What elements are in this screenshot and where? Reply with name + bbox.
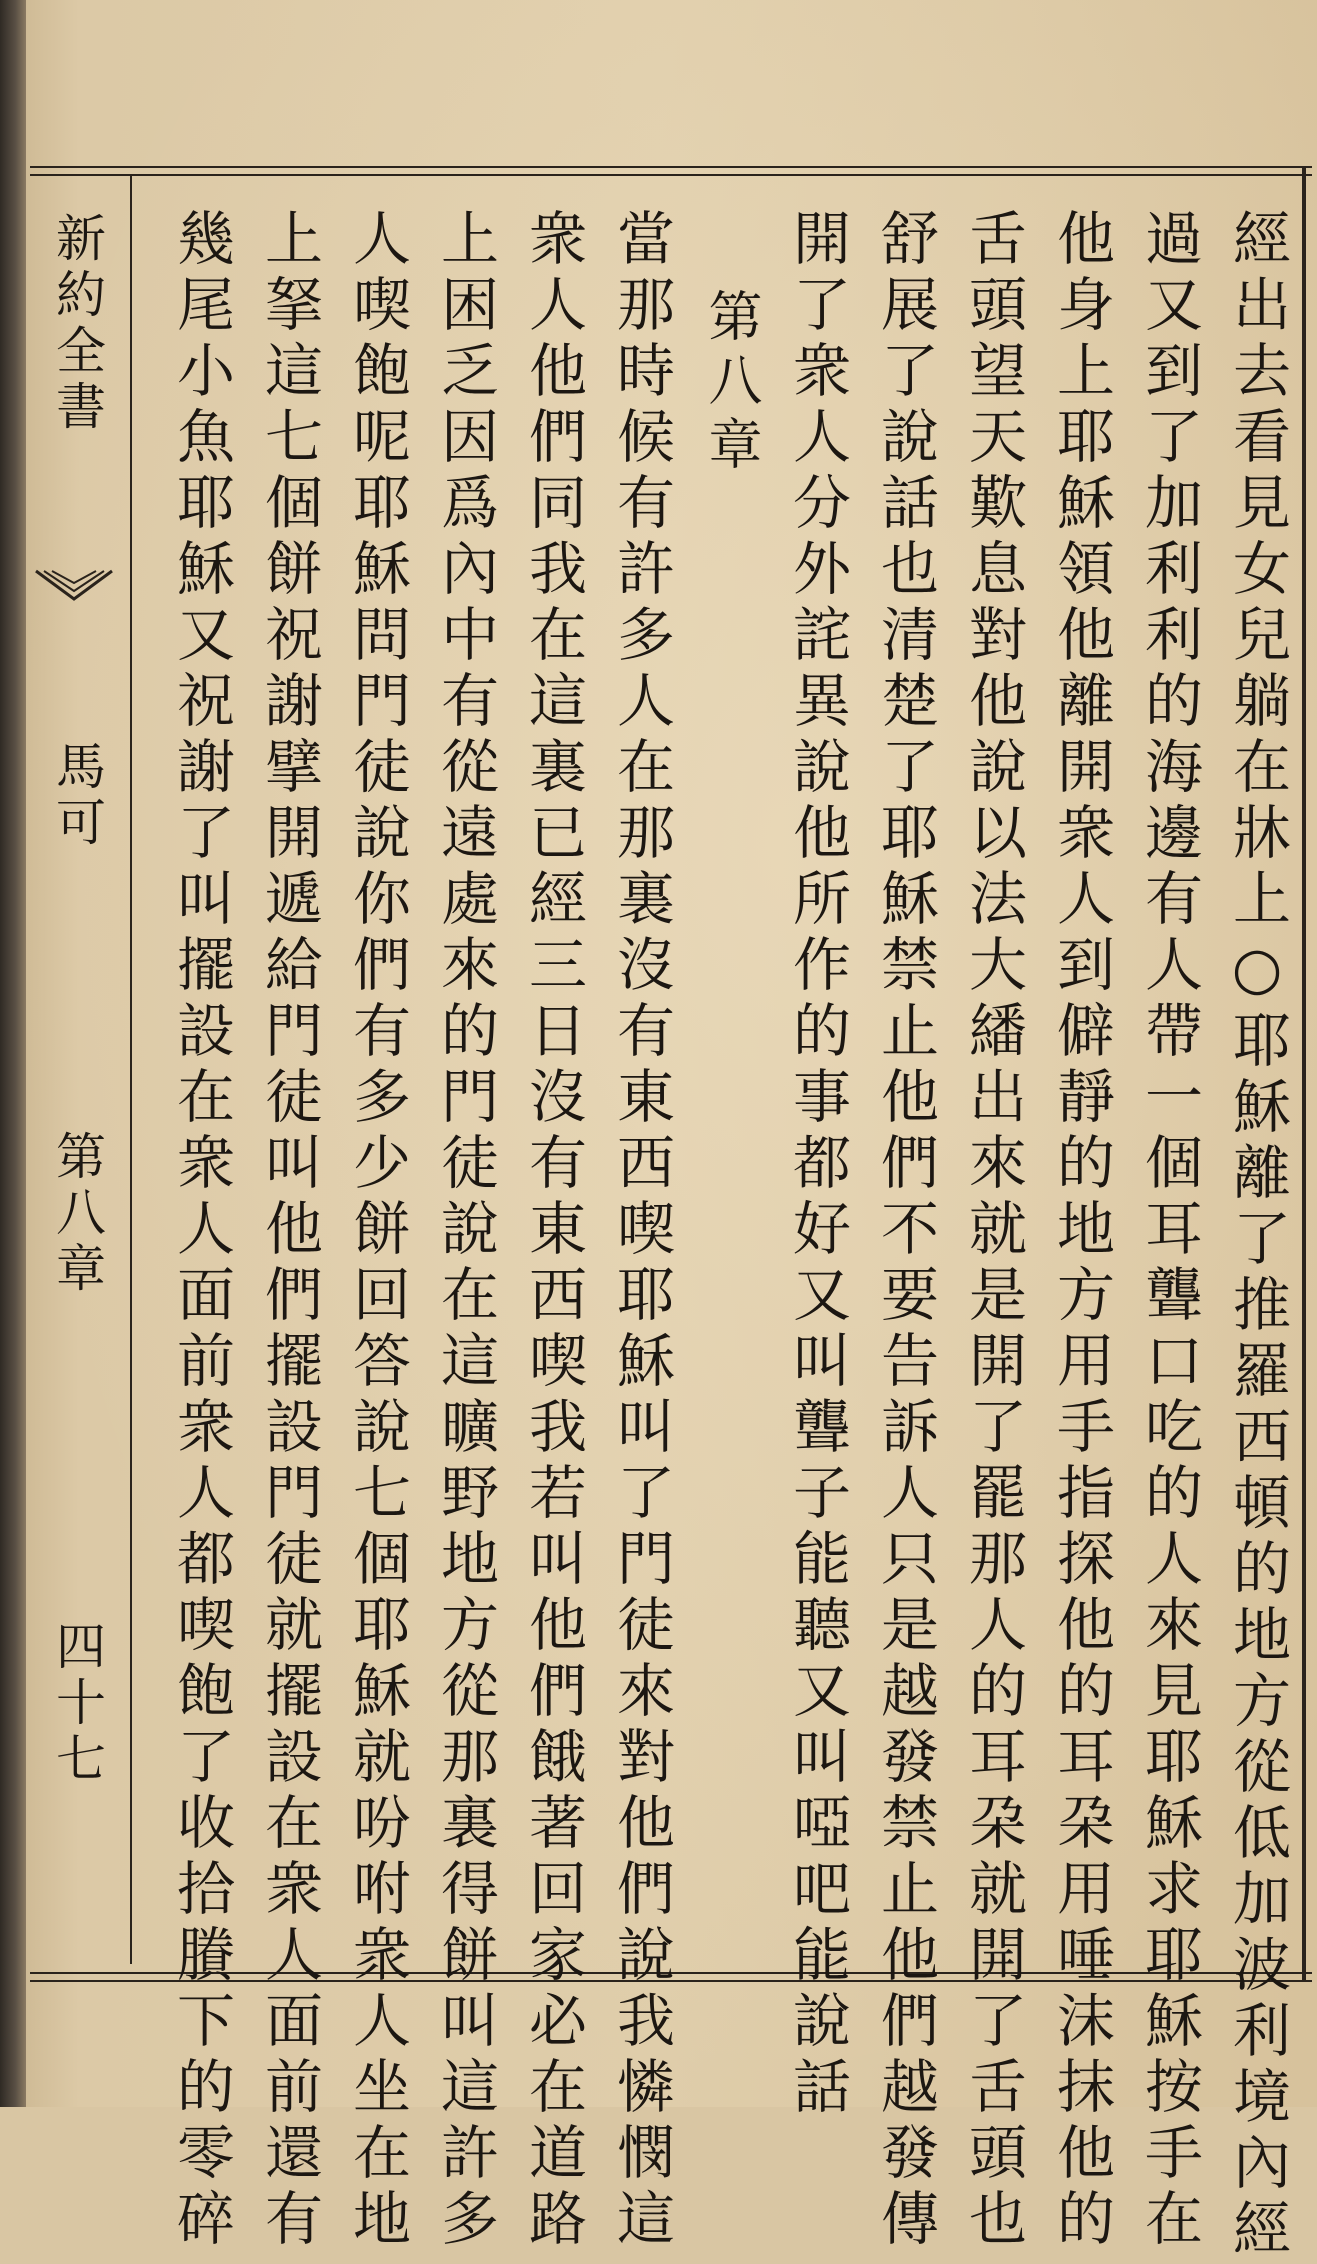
text-column: 幾尾小魚耶穌又祝謝了叫擺設在衆人面前衆人都喫飽了收拾賸下的零碎 — [167, 208, 235, 2254]
frame-right-rule — [1302, 166, 1306, 1980]
fish-tail-ornament — [34, 565, 114, 605]
text-column: 舒展了說話也清楚了耶穌禁止他們不要告訴人只是越發禁止他們越發傳 — [871, 208, 939, 2254]
text-column: 當那時候有許多人在那裏沒有東西喫耶穌叫了門徒來對他們說我憐憫這 — [607, 208, 675, 2254]
text-column: 過又到了加利利的海邊有人帶一個耳聾口吃的人來見耶穌求耶穌按手在 — [1135, 208, 1203, 2254]
chapter-label: 第八章 — [48, 1130, 106, 1298]
text-column: 上拏這七個餅祝謝擘開遞給門徒叫他們擺設門徒就擺設在衆人面前還有 — [255, 208, 323, 2254]
text-column: 開了衆人分外詫異說他所作的事都好又叫聾子能聽又叫啞吧能說話 — [783, 208, 851, 2122]
frame-top-rule — [30, 166, 1312, 176]
chapter-heading: 第八章 — [700, 288, 763, 480]
text-column: 人喫飽呢耶穌問門徒說你們有多少餅回答說七個耶穌就吩咐衆人坐在地 — [343, 208, 411, 2254]
book-spine — [0, 0, 26, 2107]
text-column: 上困乏因爲內中有從遠處來的門徒說在這曠野地方從那裏得餅叫這許多 — [431, 208, 499, 2254]
text-column: 經出去看見女兒躺在牀上○耶穌離了推羅西頓的地方從低加波利境內經 — [1223, 208, 1291, 2264]
text-column: 他身上耶穌領他離開衆人到僻靜的地方用手指探他的耳朶用唾沫抹他的 — [1047, 208, 1115, 2254]
book-name: 馬可 — [48, 740, 106, 852]
text-column: 衆人他們同我在這裏已經三日沒有東西喫我若叫他們餓著回家必在道路 — [519, 208, 587, 2254]
text-column: 舌頭望天歎息對他說以法大繙出來就是開了罷那人的耳朶就開了舌頭也 — [959, 208, 1027, 2254]
book-title: 新約全書 — [48, 212, 106, 436]
page-number: 四十七 — [48, 1620, 106, 1788]
header-band-rule — [130, 176, 132, 1964]
